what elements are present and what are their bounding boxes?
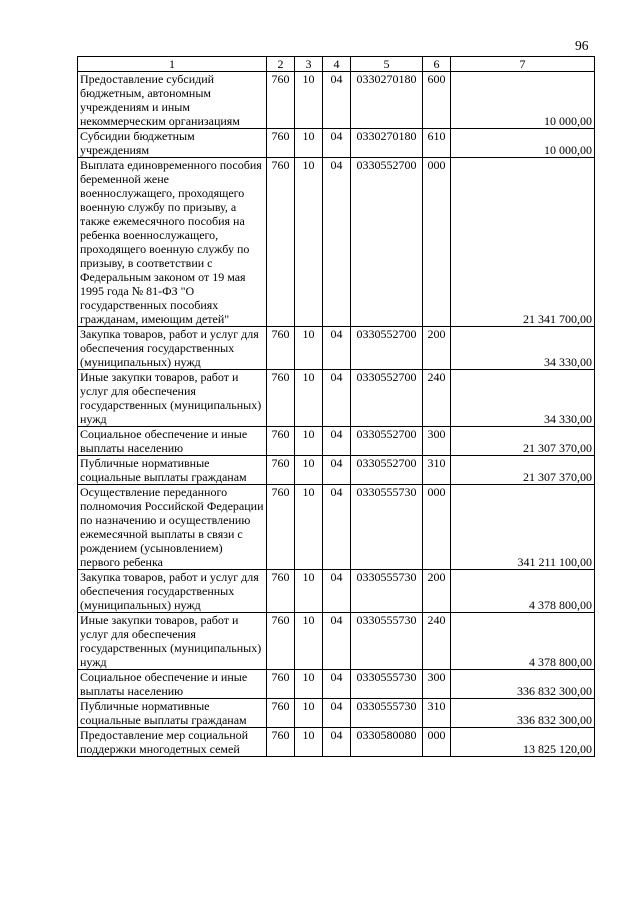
header-cell: 2 — [267, 57, 295, 72]
row-subsection-cell: 04 — [323, 485, 351, 570]
row-subsection-cell: 04 — [323, 728, 351, 757]
table-row — [78, 327, 595, 370]
table-row — [78, 370, 595, 427]
row-section-cell: 10 — [295, 485, 323, 570]
row-target-article-cell: 0330552700 — [351, 158, 423, 327]
row-expense-type-cell: 200 — [423, 327, 451, 370]
row-subsection-cell: 04 — [323, 427, 351, 456]
table-row — [78, 456, 595, 485]
row-section-cell: 10 — [295, 699, 323, 728]
row-name-cell: Социальное обеспечение и иные выплаты населению — [78, 670, 267, 699]
row-amount-cell: 10 000,00 — [451, 129, 595, 158]
row-target-article-cell: 0330552700 — [351, 456, 423, 485]
row-target-article-cell: 0330555730 — [351, 699, 423, 728]
table-row — [78, 427, 595, 456]
row-name-cell: Публичные нормативные социальные выплаты гражданам — [78, 456, 267, 485]
row-target-article-cell: 0330552700 — [351, 427, 423, 456]
row-target-article-cell: 0330552700 — [351, 327, 423, 370]
row-subsection-cell: 04 — [323, 327, 351, 370]
row-ved-cell: 760 — [267, 485, 295, 570]
row-section-cell: 10 — [295, 670, 323, 699]
row-section-cell: 10 — [295, 728, 323, 757]
row-ved-cell: 760 — [267, 129, 295, 158]
row-expense-type-cell: 310 — [423, 699, 451, 728]
row-amount-cell: 34 330,00 — [451, 327, 595, 370]
row-expense-type-cell: 310 — [423, 456, 451, 485]
row-expense-type-cell: 300 — [423, 427, 451, 456]
row-section-cell: 10 — [295, 129, 323, 158]
row-target-article-cell: 0330555730 — [351, 570, 423, 613]
header-cell: 3 — [295, 57, 323, 72]
header-row — [78, 57, 595, 72]
row-amount-cell: 21 307 370,00 — [451, 456, 595, 485]
row-ved-cell: 760 — [267, 570, 295, 613]
header-cell: 7 — [451, 57, 595, 72]
row-ved-cell: 760 — [267, 728, 295, 757]
row-name-cell: Предоставление субсидий бюджетным, автономным учреждениям и иным некоммерческим организациям — [78, 72, 267, 129]
header-cell: 1 — [78, 57, 267, 72]
table-row — [78, 570, 595, 613]
row-subsection-cell: 04 — [323, 570, 351, 613]
table-row — [78, 613, 595, 670]
row-expense-type-cell: 240 — [423, 613, 451, 670]
row-name-cell: Предоставление мер социальной поддержки многодетных семей — [78, 728, 267, 757]
row-amount-cell: 13 825 120,00 — [451, 728, 595, 757]
row-ved-cell: 760 — [267, 370, 295, 427]
table-row — [78, 670, 595, 699]
row-expense-type-cell: 610 — [423, 129, 451, 158]
row-target-article-cell: 0330270180 — [351, 129, 423, 158]
row-section-cell: 10 — [295, 570, 323, 613]
row-amount-cell: 34 330,00 — [451, 370, 595, 427]
row-name-cell: Социальное обеспечение и иные выплаты населению — [78, 427, 267, 456]
row-ved-cell: 760 — [267, 456, 295, 485]
row-name-cell: Осуществление переданного полномочия Российской Федерации по назначению и осуществлению ежемесячной выплаты в связи с рождением (усыновлением) первого ребенка — [78, 485, 267, 570]
row-section-cell: 10 — [295, 456, 323, 485]
row-target-article-cell: 0330580080 — [351, 728, 423, 757]
row-ved-cell: 760 — [267, 670, 295, 699]
row-amount-cell: 21 341 700,00 — [451, 158, 595, 327]
row-subsection-cell: 04 — [323, 72, 351, 129]
row-amount-cell: 341 211 100,00 — [451, 485, 595, 570]
row-target-article-cell: 0330555730 — [351, 670, 423, 699]
table-row — [78, 728, 595, 757]
header-cell: 6 — [423, 57, 451, 72]
row-ved-cell: 760 — [267, 327, 295, 370]
row-target-article-cell: 0330555730 — [351, 613, 423, 670]
header-cell: 5 — [351, 57, 423, 72]
row-subsection-cell: 04 — [323, 129, 351, 158]
table-row — [78, 158, 595, 327]
row-subsection-cell: 04 — [323, 699, 351, 728]
page-number: 96 — [575, 38, 589, 53]
row-name-cell: Субсидии бюджетным учреждениям — [78, 129, 267, 158]
row-ved-cell: 760 — [267, 72, 295, 129]
table-body — [78, 72, 595, 757]
budget-table — [77, 56, 595, 757]
row-name-cell: Иные закупки товаров, работ и услуг для обеспечения государственных (муниципальных) нужд — [78, 613, 267, 670]
row-subsection-cell: 04 — [323, 456, 351, 485]
row-section-cell: 10 — [295, 613, 323, 670]
row-subsection-cell: 04 — [323, 158, 351, 327]
row-target-article-cell: 0330552700 — [351, 370, 423, 427]
row-section-cell: 10 — [295, 427, 323, 456]
row-amount-cell: 4 378 800,00 — [451, 570, 595, 613]
row-section-cell: 10 — [295, 327, 323, 370]
table-row — [78, 699, 595, 728]
row-name-cell: Закупка товаров, работ и услуг для обеспечения государственных (муниципальных) нужд — [78, 327, 267, 370]
row-amount-cell: 336 832 300,00 — [451, 699, 595, 728]
row-subsection-cell: 04 — [323, 370, 351, 427]
row-amount-cell: 21 307 370,00 — [451, 427, 595, 456]
row-amount-cell: 336 832 300,00 — [451, 670, 595, 699]
row-expense-type-cell: 600 — [423, 72, 451, 129]
row-section-cell: 10 — [295, 370, 323, 427]
table-row — [78, 129, 595, 158]
row-expense-type-cell: 000 — [423, 485, 451, 570]
row-section-cell: 10 — [295, 158, 323, 327]
row-name-cell: Иные закупки товаров, работ и услуг для обеспечения государственных (муниципальных) нужд — [78, 370, 267, 427]
row-amount-cell: 4 378 800,00 — [451, 613, 595, 670]
row-expense-type-cell: 300 — [423, 670, 451, 699]
table-row — [78, 485, 595, 570]
row-subsection-cell: 04 — [323, 613, 351, 670]
row-expense-type-cell: 000 — [423, 728, 451, 757]
table-row — [78, 72, 595, 129]
row-expense-type-cell: 000 — [423, 158, 451, 327]
row-amount-cell: 10 000,00 — [451, 72, 595, 129]
row-subsection-cell: 04 — [323, 670, 351, 699]
row-name-cell: Выплата единовременного пособия беременной жене военнослужащего, проходящего военную службу по призыву, а также ежемесячного пособия на ребенка военнослужащего, проходящего военную службу по призыву, в соответствии с Федеральным законом от 19 мая 1995 года № 81-ФЗ "О государственных пособиях гражданам, имеющим детей" — [78, 158, 267, 327]
row-expense-type-cell: 240 — [423, 370, 451, 427]
row-name-cell: Публичные нормативные социальные выплаты гражданам — [78, 699, 267, 728]
row-name-cell: Закупка товаров, работ и услуг для обеспечения государственных (муниципальных) нужд — [78, 570, 267, 613]
row-ved-cell: 760 — [267, 613, 295, 670]
row-target-article-cell: 0330555730 — [351, 485, 423, 570]
row-target-article-cell: 0330270180 — [351, 72, 423, 129]
row-ved-cell: 760 — [267, 427, 295, 456]
row-expense-type-cell: 200 — [423, 570, 451, 613]
row-ved-cell: 760 — [267, 699, 295, 728]
header-cell: 4 — [323, 57, 351, 72]
row-ved-cell: 760 — [267, 158, 295, 327]
row-section-cell: 10 — [295, 72, 323, 129]
